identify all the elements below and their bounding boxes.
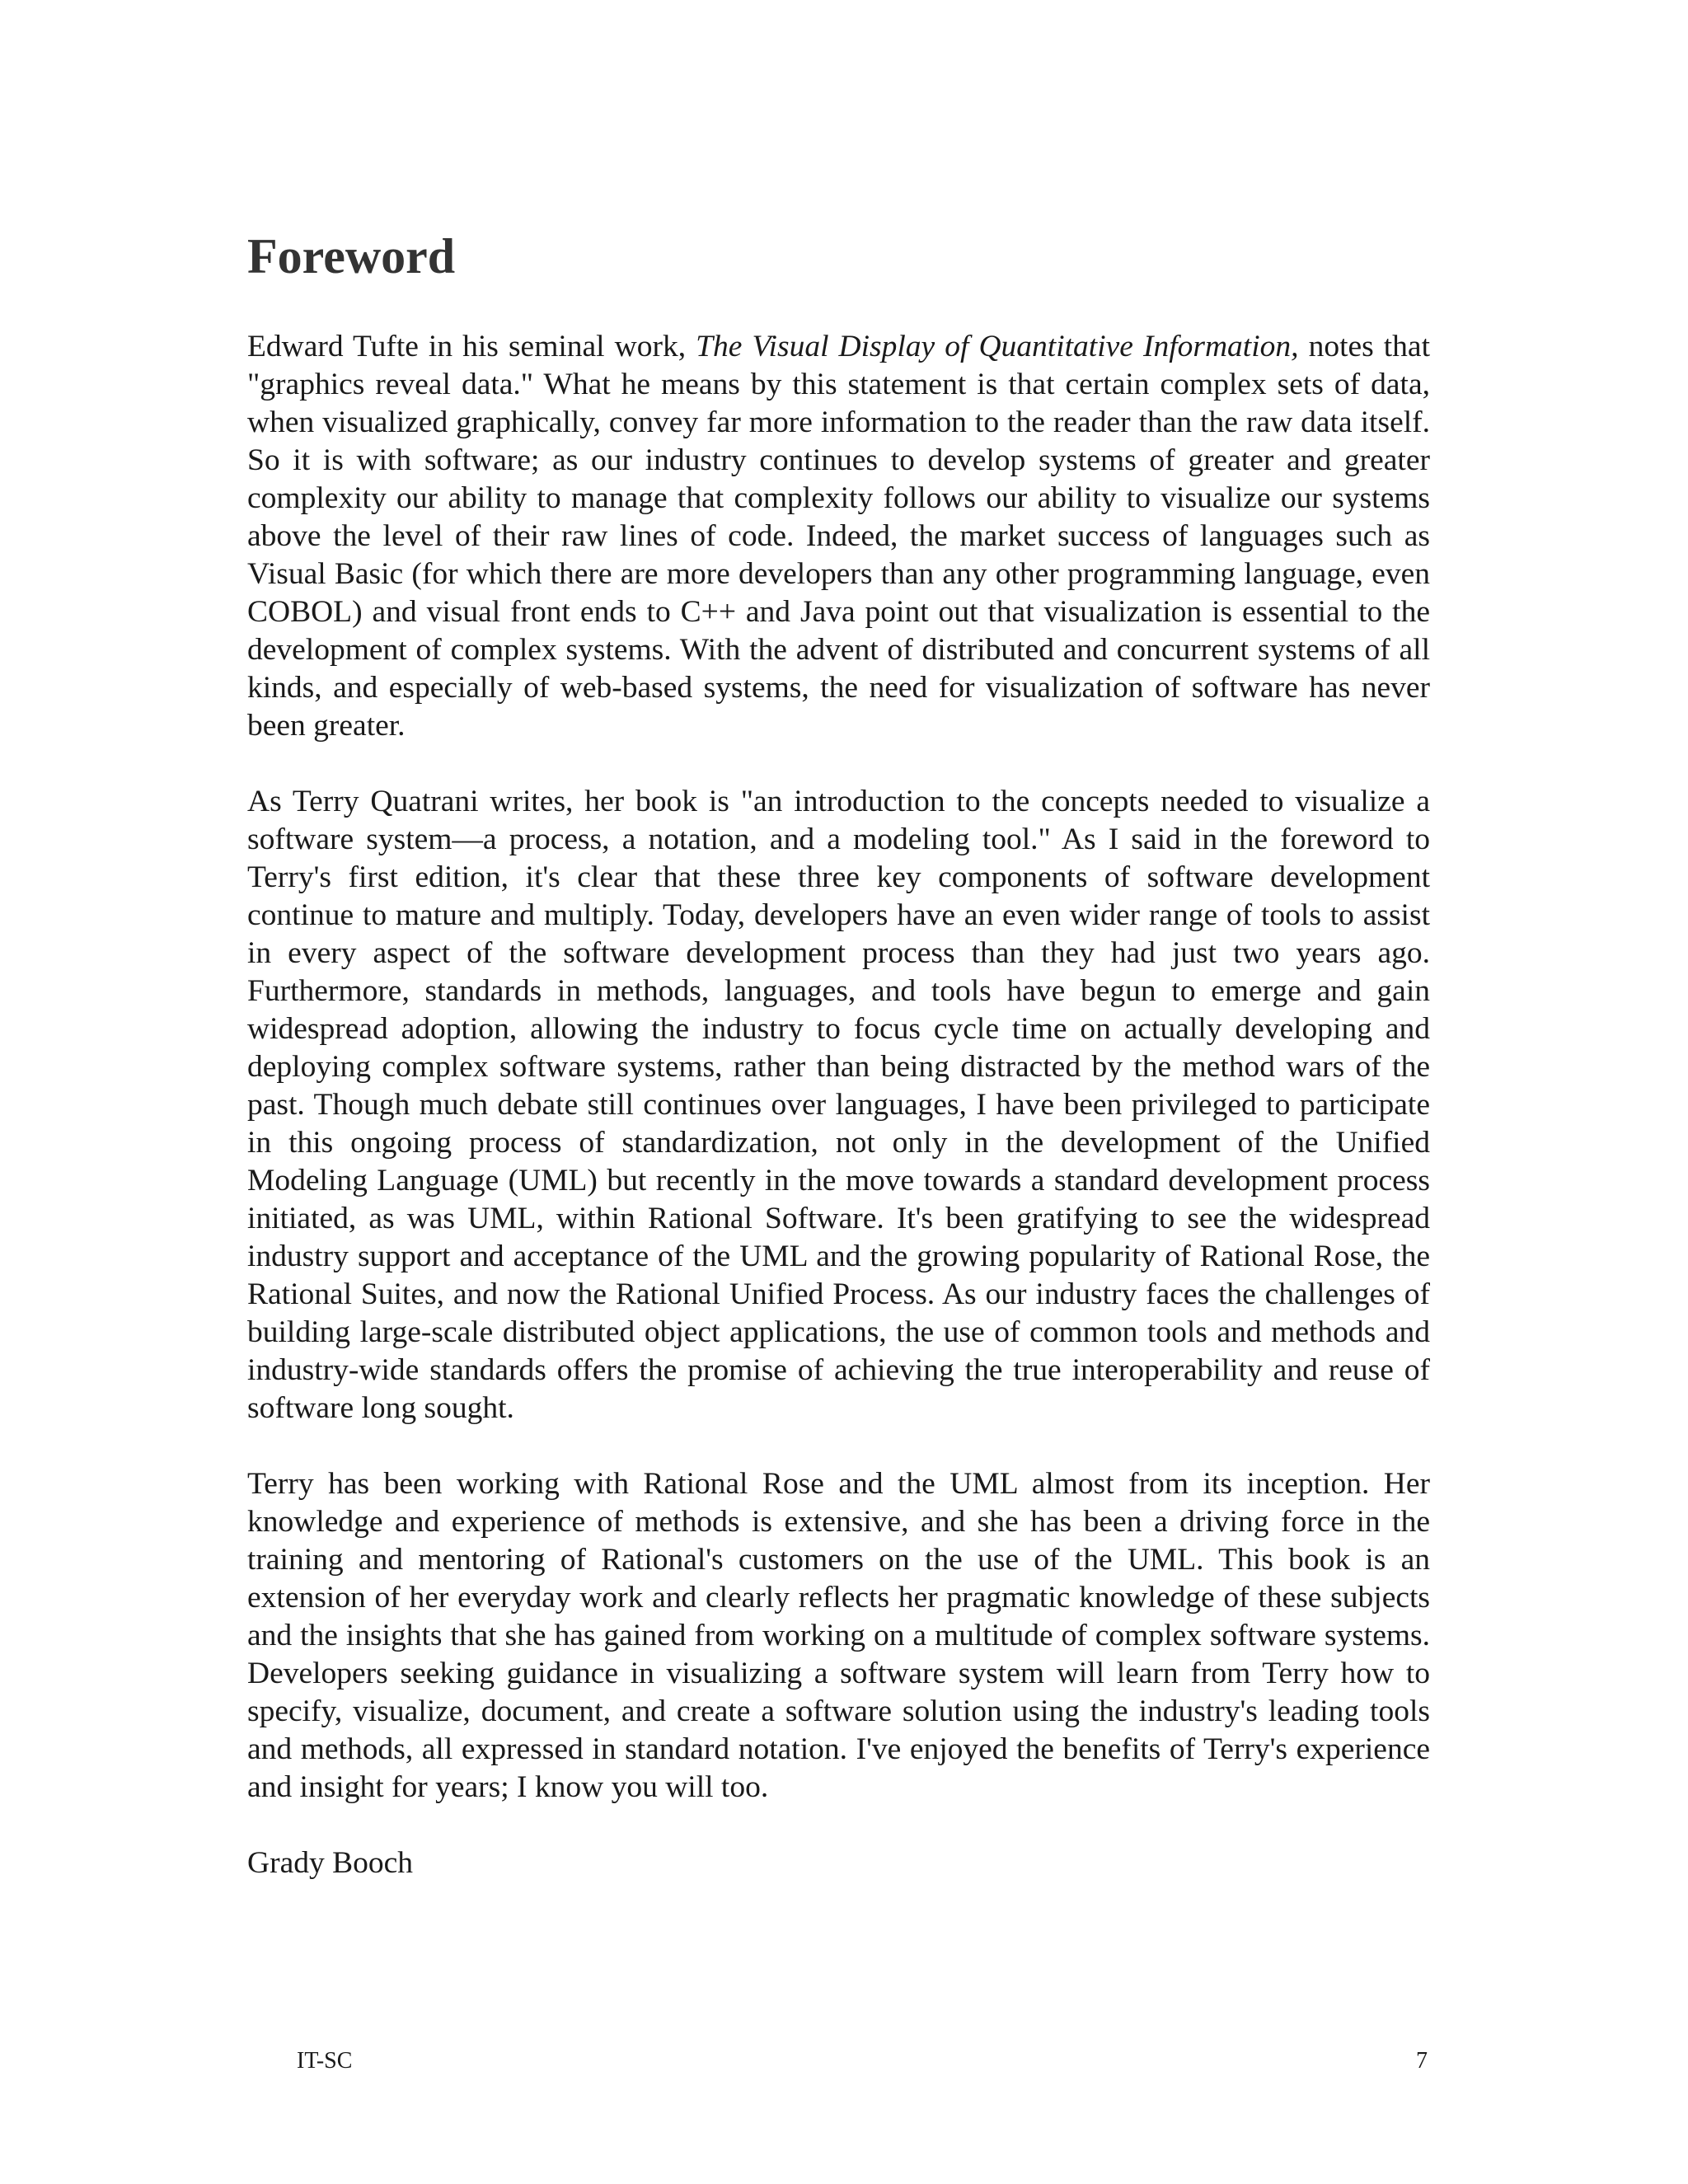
- footer-source-label: IT-SC: [297, 2048, 353, 2074]
- page-title: Foreword: [247, 229, 456, 284]
- paragraph-1-lead: Edward Tufte in his seminal work,: [247, 330, 696, 363]
- paragraph-3: Terry has been working with Rational Rose and the UML almost from its inception. Her knowledge and experience of methods is extensive, and she has been a driving force in the training and mentoring of Rational's customers on the use of the UML. This book is an extension of her everyday work and clearly reflects her pragmatic knowledge of these subjects and the insights that she has gained from working on a multitude of complex software systems. Developers seeking guidance in visualizing a software system will learn from Terry how to specify, visualize, document, and create a software solution using the industry's leading tools and methods, all expressed in standard notation. I've enjoyed the benefits of Terry's experience and insight for years; I know you will too.: [247, 1467, 1430, 1804]
- author-signature: Grady Booch: [247, 1846, 413, 1880]
- paragraph-2: As Terry Quatrani writes, her book is "an introduction to the concepts needed to visualize a software system—a process, a notation, and a modeling tool." As I said in the foreword to Terry's first edition, it's clear that these three key components of software development continue to mature and multiply. Today, developers have an even wider range of tools to assist in every aspect of the software development process than they had just two years ago. Furthermore, standards in methods, languages, and tools have begun to emerge and gain widespread adoption, allowing the industry to focus cycle time on actually developing and deploying complex software systems, rather than being distracted by the method wars of the past. Though much debate still continues over languages, I have been privileged to participate in this ongoing process of standardization, not only in the development of the Unified Modeling Language (UML) but recently in the move towards a standard development process initiated, as was UML, within Rational Software. It's been gratifying to see the widespread industry support and acceptance of the UML and the growing popularity of Rational Rose, the Rational Suites, and now the Rational Unified Process. As our industry faces the challenges of building large-scale distributed object applications, the use of common tools and methods and industry-wide standards offers the promise of achieving the true interoperability and reuse of software long sought.: [247, 785, 1430, 1425]
- paragraph-1: [247, 328, 1430, 745]
- foreword-body: [247, 328, 1430, 1882]
- paragraph-1-rest: notes that "graphics reveal data." What he means by this statement is that certain complex sets of data, when visualized graphically, convey far more information to the reader than the raw data itself. So it is with software; as our industry continues to develop systems of greater and greater complexity our ability to manage that complexity follows our ability to visualize our systems above the level of their raw lines of code. Indeed, the market success of languages such as Visual Basic (for which there are more developers than any other programming language, even COBOL) and visual front ends to C++ and Java point out that visualization is essential to the development of complex systems. With the advent of distributed and concurrent systems of all kinds, and especially of web-based systems, the need for visualization of software has never been greater.: [247, 330, 1430, 743]
- book-title-citation: The Visual Display of Quantitative Information,: [696, 330, 1299, 363]
- page-number: 7: [1416, 2048, 1428, 2074]
